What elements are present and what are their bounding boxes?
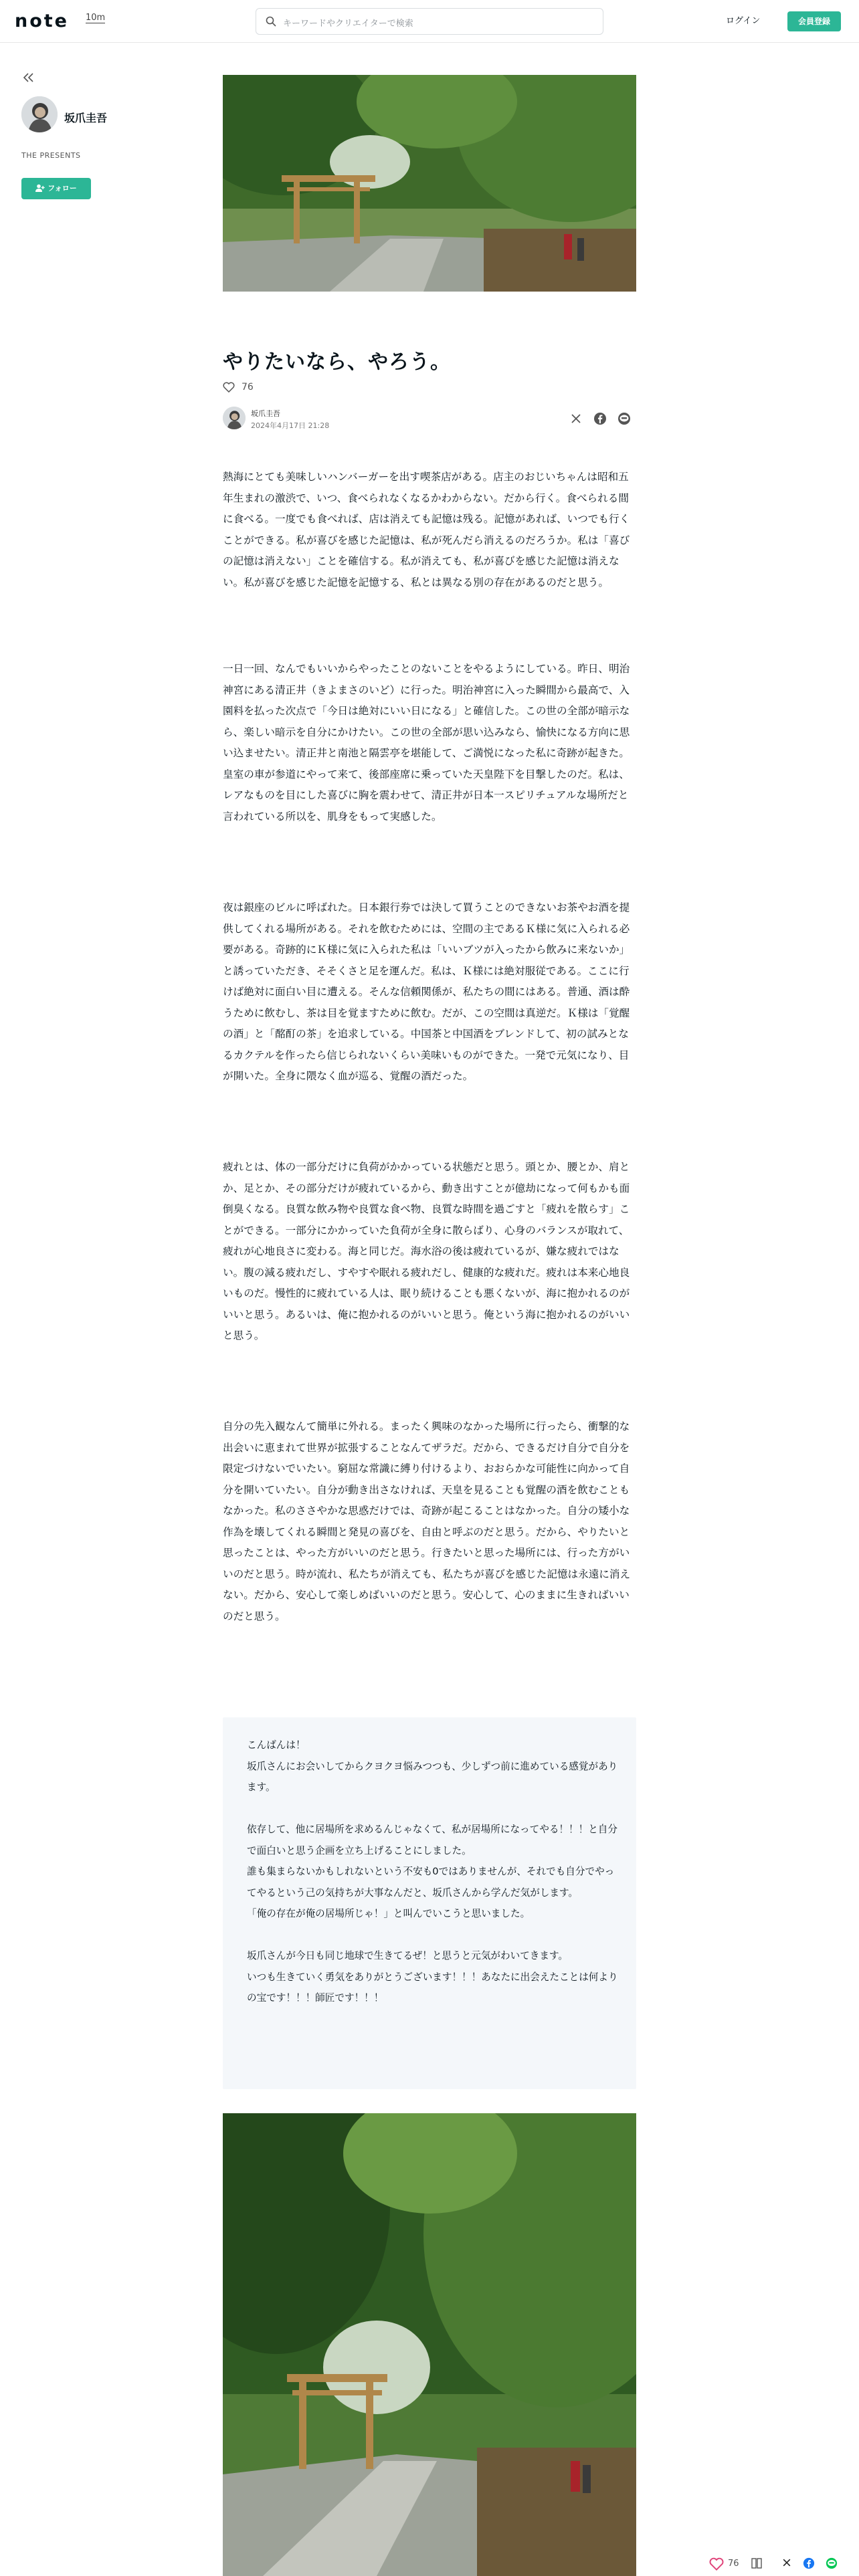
author-row [223, 407, 636, 431]
double-chevron-left-icon[interactable] [23, 72, 35, 83]
sidebar-avatar[interactable] [21, 96, 58, 132]
quote-line: 「俺の存在が俺の居場所じゃ！」と叫んでいこうと思いました。 [247, 1908, 531, 1919]
quote-text [247, 1735, 619, 2009]
floating-action-bar [696, 2551, 859, 2576]
article-paragraph: 自分の先入観なんて簡単に外れる。まったく興味のなかった場所に行ったら、衝撃的な出会いに恵まれて世界が拡張することなんてザラだ。だから、できるだけ自分で自分を限定づけないでいたい。窮屈な常識に縛り付けるより、おおらかな可能性に向かって自分を開いていたい。自分が動き出さなければ、天皇を見ることも覚醒の酒を飲むこともなかった。私のささやかな思惑だけでは、奇跡が起こることはなかった。自分の矮小な作為を壊してくれる瞬間と発見の喜びを、自由と呼ぶのだと思う。だから、やりたいと思ったことは、やった方がいいのだと思う。行きたいと思った場所には、行った方がいいのだと思う。時が流れ、私たちが消えても、私たちが喜びを感じた記憶は永遠に消えない。だから、安心して楽しめばいいのだと思う。安心して、心のままに生きればいいのだと思う。 [223, 1420, 631, 1622]
author-name[interactable]: 坂爪圭吾 [251, 409, 280, 418]
quote-line: 依存して、他に居場所を求めるんじゃなくて、私が居場所になってやる！！！と自分で面白いと思う企画を立ち上げることにしました。 [247, 1824, 617, 1856]
note-logo[interactable]: note [15, 11, 69, 31]
x-logo-icon[interactable] [781, 2557, 792, 2568]
x-logo-icon[interactable] [569, 412, 583, 425]
quote-line: 誰も集まらないかもしれないという不安も0ではありませんが、それでも自分でやってやるという己の気持ちが大事なんだと、坂爪さんから学んだ気がします。 [247, 1866, 615, 1899]
quote-line: 坂爪さんが今日も同じ地球で生きてるぜ！と思うと元気がわいてきます。 [247, 1950, 568, 1961]
floating-like-count: 76 [728, 2559, 739, 2569]
follow-button[interactable] [21, 178, 91, 199]
quote-spacer [247, 1925, 619, 1946]
article-photo [223, 2113, 636, 2576]
heart-icon[interactable] [709, 2557, 724, 2571]
quote-block [223, 1717, 636, 2089]
like-count: 76 [242, 381, 254, 393]
sidebar-author-name[interactable]: 坂爪圭吾 [64, 112, 108, 124]
quote-spacer [247, 1798, 619, 1820]
sidebar-bio: THE PRESENTS [21, 151, 81, 160]
hero-image [223, 75, 636, 292]
facebook-icon[interactable] [593, 412, 607, 425]
article-paragraph: 疲れとは、体の一部分だけに負荷がかかっている状態だと思う。頭とか、腰とか、肩とか、足とか、その部分だけが疲れているから、動き出すことが億劫になって何もかも面倒臭くなる。良質な飲み物や良質な食べ物、良質な時間を過ごすと「疲れを散らす」ことができる。一部分にかかっていた負荷が全身に散らばり、心身のバランスが取れて、疲れが心地良さに変わる。海と同じだ。海水浴の後は疲れているが、嫌な疲れではない。腹の減る疲れだし、すやすや眠れる疲れだし、健康的な疲れだ。疲れは本来心地良いものだ。慢性的に疲れている人は、眠り続けることも悪くないが、海に抱かれるのがいいと思う。あるいは、俺に抱かれるのがいいと思う。俺という海に抱かれるのがいいと思う。 [223, 1161, 630, 1341]
line-icon[interactable] [617, 412, 631, 425]
article-paragraph: 一日一回、なんでもいいからやったことのないことをやるようにしている。昨日、明治神宮にある清正井（きよまさのいど）に行った。明治神宮に入った瞬間から最高で、入園料を払った次点で「今日は絶対にいい日になる」と確信した。この世の全部が暗示なら、楽しい暗示を自分にかけたい。この世の全部が思い込みなら、愉快になる方向に思い込ませたい。清正井と南池と隔雲亭を堪能して、ご満悦になった私に奇跡が起きた。皇室の車が参道にやって来て、後部座席に乗っていた天皇陛下を目撃したのだ。私は、レアなものを目にした喜びに胸を震わせて、清正井が日本一スピリチュアルな場所だと言われている所以を、肌身をもって実感した。 [223, 663, 630, 823]
article-paragraph: 熱海にとても美味しいハンバーガーを出す喫茶店がある。店主のおじいちゃんは昭和五年生まれの激渋で、いつ、食べられなくなるかわからない。だから行く。食べられる間に食べる。一度でも食べれば、店は消えても記憶は残る。記憶があれば、いつでも行くことができる。私が喜びを感じた記憶は、私が死んだら消えるのだろうか。私は「喜びの記憶は消えない」ことを確信する。私が消えても、私が喜びを感じた記憶は消えない。私が喜びを感じた記憶を記憶する、私とは異なる別の存在があるのだと思う。 [223, 471, 630, 588]
article-title: やりたいなら、やろう。 [223, 350, 451, 374]
search-box[interactable] [256, 8, 603, 35]
quote-line: 坂爪さんにお会いしてからクヨクヨ悩みつつも、少しずつ前に進めている感覚があります。 [247, 1760, 618, 1793]
search-placeholder: キーワードやクリエイターで検索 [283, 19, 413, 29]
person-add-icon [35, 184, 45, 192]
facebook-icon[interactable] [803, 2557, 815, 2569]
article-paragraph: 夜は銀座のビルに呼ばれた。日本銀行券では決して買うことのできないお茶やお酒を提供してくれる場所がある。それを飲むためには、空間の主であるＫ様に気に入られる必要がある。奇跡的にＫ様に気に入られた私は「いいブツが入ったから飲みに来ないか」と誘っていただき、そそくさと足を運んだ。私は、Ｋ様には絶対服従である。ここに行けば絶対に面白い目に遭える。そんな信頼関係が、私たちの間にはある。普通、酒は酔うために飲むし、茶は目を覚ますために飲む。だが、この空間は真逆だ。Ｋ様は「覚醒の酒」と「酩酊の茶」を追求している。中国茶と中国酒をブレンドして、初の試みとなるカクテルを作ったら信じられないくらい美味いものができた。一発で元気になり、目が開いた。全身に隈なく血が巡る、覚醒の酒だった。 [223, 901, 630, 1082]
author-avatar[interactable] [223, 407, 246, 429]
line-icon[interactable] [826, 2557, 838, 2569]
quote-line: こんばんは！ [247, 1739, 306, 1751]
search-icon [266, 16, 276, 27]
logo-badge: 10m [86, 13, 106, 23]
quote-line: いつも生きていく勇気をありがとうございます！！！あなたに出会えたことは何よりの宝です！！！師匠です！！！ [247, 1971, 618, 2004]
follow-label: フォロー [47, 184, 77, 193]
login-link[interactable]: ログイン [726, 16, 761, 26]
publish-date: 2024年4月17日 21:28 [251, 421, 330, 430]
heart-icon[interactable] [223, 382, 235, 393]
site-header [0, 0, 859, 43]
signup-button[interactable]: 会員登録 [787, 11, 841, 31]
magazine-icon[interactable] [751, 2557, 764, 2569]
like-area[interactable] [223, 380, 254, 393]
